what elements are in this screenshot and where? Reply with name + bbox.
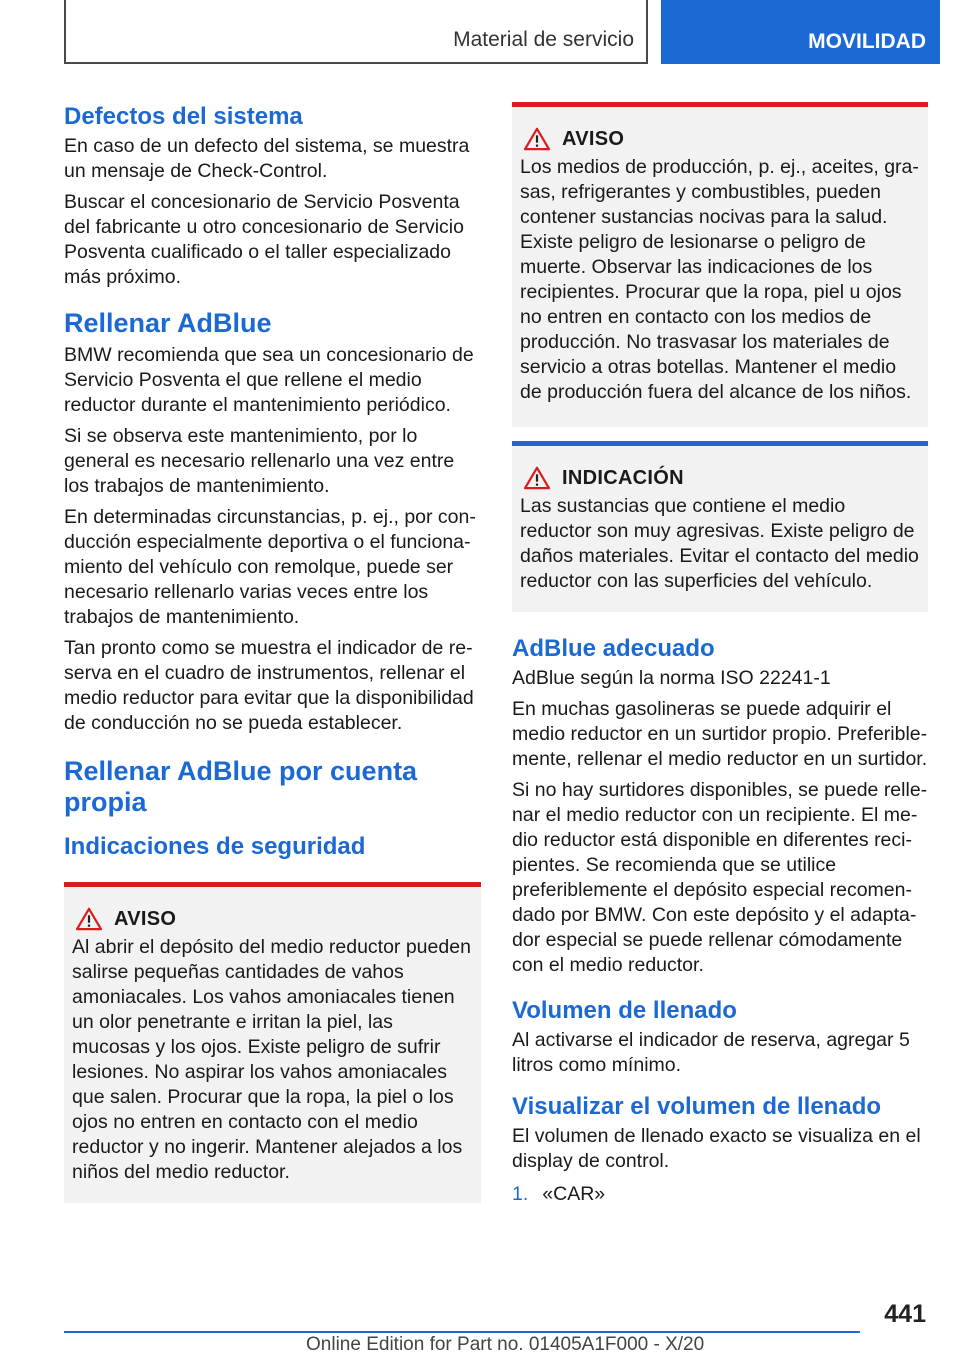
warning-triangle-icon (522, 127, 552, 151)
list-item-number: 1. (512, 1183, 529, 1205)
heading-defectos: Defectos del sistema (64, 103, 303, 130)
warning-box-indicacion (512, 441, 928, 612)
paragraph: Si no hay surtidores disponibles, se puede rellenar el medio reductor con un recipiente. El medio reductor está disponible en diferentes recipientes. Se recomienda que se utilice preferiblemente el depósito especial recomendado por BMW. Con este depósito y el adaptador especial se puede rellenar cómodamente con el medio reductor. (512, 779, 928, 976)
list-item-text: «CAR» (542, 1183, 606, 1205)
page-number: 441 (884, 1300, 926, 1328)
header-section-box (64, 0, 648, 64)
tab-movilidad[interactable] (661, 0, 940, 64)
paragraph: Buscar el concesionario de Servicio Posventa del fabricante u otro concesionario de Servicio Posventa cualificado o el taller especializado más próximo. (64, 191, 464, 288)
tab-movilidad-label: MOVILIDAD (808, 30, 926, 53)
left-column (64, 96, 481, 1203)
warning-text: Las sustancias que contiene el medio reductor son muy agresivas. Existe peligro de daños materiales. Evitar el contacto del medio reductor con las superficies del vehículo. (520, 495, 919, 592)
warning-header (520, 466, 920, 490)
paragraph: Tan pronto como se muestra el indicador de reserva en el cuadro de instrumentos, rellenar el medio reductor para evitar que la disponibilidad de conducción no se pueda establecer. (64, 637, 474, 734)
warning-box-aviso (512, 102, 928, 427)
paragraph: Al activarse el indicador de reserva, agregar 5 litros como mínimo. (512, 1029, 910, 1076)
paragraph: BMW recomienda que sea un concesionario de Servicio Posventa el que rellene el medio reductor durante el mantenimiento periódico. (64, 344, 474, 416)
footer-divider (64, 1331, 860, 1333)
warning-text: Al abrir el depósito del medio reductor pueden salirse pequeñas cantidades de vahos amoniacales. Los vahos amoniacales tienen un olor penetrante e irritan la piel, las mucosas y los ojos. Existe peligro de sufrir lesiones. No aspirar los vahos amoniacales que salen. Procurar que la ropa, la piel o los ojos no entren en contacto con el medio reductor y no ingerir. Mantener alejados a los niños del medio reductor. (72, 936, 471, 1183)
heading-volumen: Volumen de llenado (512, 997, 737, 1024)
paragraph: El volumen de llenado exacto se visualiza en el display de control. (512, 1125, 921, 1172)
warning-triangle-icon (74, 907, 104, 931)
right-column (512, 102, 928, 1207)
paragraph: En muchas gasolineras se puede adquirir el medio reductor en un surtidor propio. Preferiblemente, rellenar el medio reductor en un surtidor. (512, 698, 928, 770)
heading-indicaciones: Indicaciones de seguridad (64, 833, 366, 860)
warning-triangle-icon (522, 466, 552, 490)
warning-title: AVISO (114, 907, 177, 930)
heading-por-cuenta: Rellenar AdBlue por cuenta propia (64, 756, 418, 817)
warning-header (520, 127, 920, 151)
list-item (512, 1182, 928, 1207)
paragraph: AdBlue según la norma ISO 22241-1 (512, 667, 831, 689)
edition-text: Online Edition for Part no. 01405A1F000 - X/20 (306, 1334, 705, 1355)
warning-title: INDICACIÓN (562, 466, 684, 489)
heading-adecuado: AdBlue adecuado (512, 635, 715, 662)
paragraph: En determinadas circunstancias, p. ej., por conducción especialmente deportiva o el funcionamiento del vehículo con remolque, puede ser necesario rellenarlo varias veces entre los trabajos de mantenimiento. (64, 506, 476, 628)
heading-rellenar: Rellenar AdBlue (64, 308, 272, 338)
warning-header (72, 907, 473, 931)
paragraph: En caso de un defecto del sistema, se muestra un mensaje de Check-Control. (64, 135, 470, 182)
section-title: Material de servicio (453, 28, 634, 51)
heading-visualizar: Visualizar el volumen de llenado (512, 1093, 882, 1120)
warning-box-aviso (64, 882, 481, 1203)
warning-text: Los medios de producción, p. ej., aceites, grasas, refrigerantes y combustibles, pueden contener sustancias nocivas para la salud. Existe peligro de lesionarse o peligro de muerte. Observar las indicaciones de los recipientes. Procurar que la ropa, piel u ojos no entren en contacto con los medios de producción. No trasvasar los materiales de servicio a otras botellas. Mantener el medio de producción fuera del alcance de los niños. (520, 156, 919, 403)
warning-title: AVISO (562, 127, 625, 150)
paragraph: Si se observa este mantenimiento, por lo general es necesario rellenarlo una vez entre los trabajos de mantenimiento. (64, 425, 455, 497)
